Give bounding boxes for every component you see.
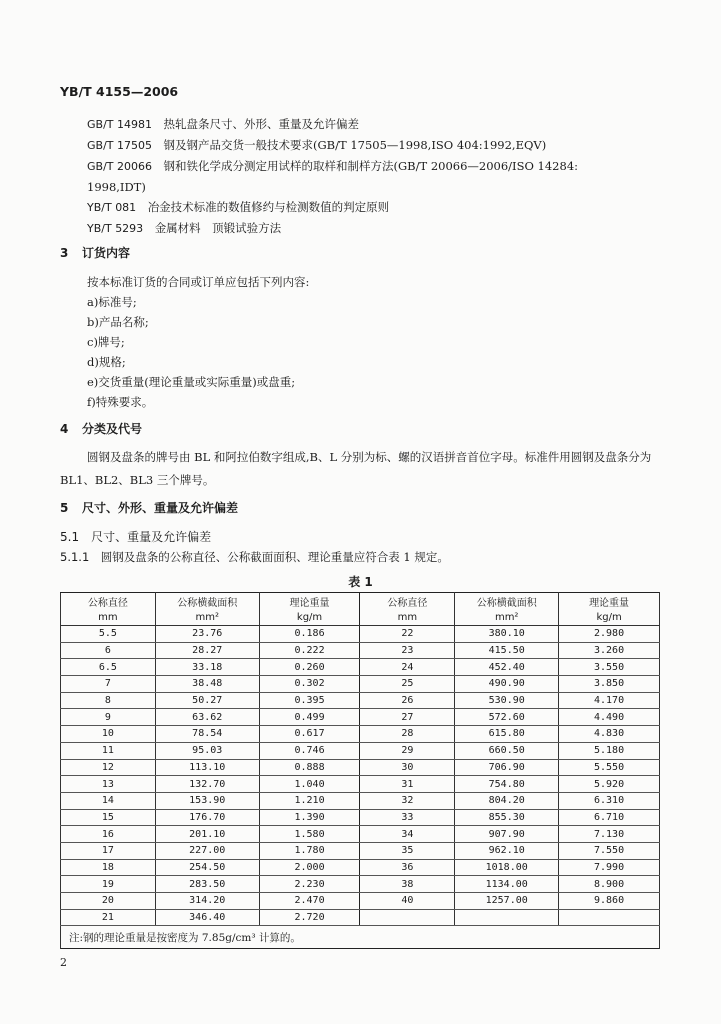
table-row [61, 776, 660, 793]
table-cell: 23 [360, 642, 455, 659]
section-number: 3 [60, 246, 69, 260]
unit-header: mm² [455, 610, 559, 626]
table-cell: 12 [61, 759, 156, 776]
table-cell: 0.746 [259, 742, 360, 759]
table-cell: 7 [61, 676, 156, 693]
column-header: 公称横截面积 [155, 593, 259, 611]
table-cell: 415.50 [455, 642, 559, 659]
table-cell: 17 [61, 842, 156, 859]
table-cell: 2.470 [259, 893, 360, 910]
reference-code: YB/T 081 [87, 201, 137, 214]
table-cell: 4.490 [559, 709, 660, 726]
table-cell: 24 [360, 659, 455, 676]
table-cell: 14 [61, 792, 156, 809]
table-cell: 907.90 [455, 826, 559, 843]
table-cell: 16 [61, 826, 156, 843]
clause-number: 5.1.1 [60, 550, 90, 564]
table-cell: 1134.00 [455, 876, 559, 893]
reference-item [87, 218, 667, 239]
table-cell: 3.550 [559, 659, 660, 676]
section-heading-3 [60, 244, 130, 261]
table-cell: 0.260 [259, 659, 360, 676]
table-row [61, 692, 660, 709]
table-cell: 3.850 [559, 676, 660, 693]
table-unit-row [61, 610, 660, 626]
table-row [61, 842, 660, 859]
column-header: 理论重量 [559, 593, 660, 611]
table-cell: 21 [61, 909, 156, 926]
table-row [61, 909, 660, 926]
table-row [61, 809, 660, 826]
table-cell: 176.70 [155, 809, 259, 826]
table-row [61, 859, 660, 876]
table-cell: 6.5 [61, 659, 156, 676]
table-cell: 7.990 [559, 859, 660, 876]
table-cell: 29 [360, 742, 455, 759]
column-header: 理论重量 [259, 593, 360, 611]
order-item: a)标准号; [87, 295, 137, 309]
reference-title: 钢及钢产品交货一般技术要求(GB/T 17505—1998,ISO 404:1992,EQV) [163, 138, 547, 152]
table-cell: 36 [360, 859, 455, 876]
table-cell: 33 [360, 809, 455, 826]
table-cell: 2.720 [259, 909, 360, 926]
table-row [61, 626, 660, 643]
clause-text: 圆钢及盘条的公称直径、公称截面面积、理论重量应符合表 1 规定。 [100, 550, 449, 564]
table-cell: 95.03 [155, 742, 259, 759]
order-content-list [87, 272, 687, 412]
section-heading-4 [60, 420, 142, 437]
table-cell: 5.550 [559, 759, 660, 776]
table-row [61, 709, 660, 726]
table-cell: 0.302 [259, 676, 360, 693]
table-cell: 572.60 [455, 709, 559, 726]
table-cell: 314.20 [155, 893, 259, 910]
table-note: 注:钢的理论重量是按密度为 7.85g/cm³ 计算的。 [61, 926, 660, 949]
subsection-number: 5.1 [60, 530, 80, 544]
table-row [61, 893, 660, 910]
section-title: 订货内容 [82, 246, 131, 260]
section-number: 4 [60, 422, 69, 436]
unit-header: mm [61, 610, 156, 626]
table-cell: 18 [61, 859, 156, 876]
table-cell: 1.210 [259, 792, 360, 809]
table-cell: 7.550 [559, 842, 660, 859]
page-number: 2 [60, 956, 67, 969]
table-cell: 4.830 [559, 726, 660, 743]
table-cell: 530.90 [455, 692, 559, 709]
table-row [61, 676, 660, 693]
unit-header: kg/m [259, 610, 360, 626]
table-cell: 15 [61, 809, 156, 826]
table-cell: 19 [61, 876, 156, 893]
table-cell: 804.20 [455, 792, 559, 809]
table-cell: 660.50 [455, 742, 559, 759]
table-cell: 27 [360, 709, 455, 726]
table-cell: 490.90 [455, 676, 559, 693]
table-cell: 615.80 [455, 726, 559, 743]
table-cell: 6.710 [559, 809, 660, 826]
table-cell: 380.10 [455, 626, 559, 643]
reference-title: 热轧盘条尺寸、外形、重量及允许偏差 [163, 117, 359, 131]
table-cell: 962.10 [455, 842, 559, 859]
table-cell: 28 [360, 726, 455, 743]
table-cell: 1.780 [259, 842, 360, 859]
table-cell: 40 [360, 893, 455, 910]
reference-item [87, 197, 667, 218]
table-1 [60, 592, 660, 949]
reference-code: GB/T 20066 [87, 160, 152, 173]
table-cell: 26 [360, 692, 455, 709]
table-cell: 0.617 [259, 726, 360, 743]
table-cell: 22 [360, 626, 455, 643]
table-cell: 25 [360, 676, 455, 693]
table-cell: 452.40 [455, 659, 559, 676]
table-cell: 153.90 [155, 792, 259, 809]
order-item: d)规格; [87, 355, 126, 369]
table-cell: 4.170 [559, 692, 660, 709]
table-cell: 9.860 [559, 893, 660, 910]
table-cell: 7.130 [559, 826, 660, 843]
table-cell: 0.888 [259, 759, 360, 776]
table-row [61, 642, 660, 659]
reference-item [87, 156, 667, 177]
reference-title: 钢和铁化学成分测定用试样的取样和制样方法(GB/T 20066—2006/ISO 14284: [163, 159, 579, 173]
normative-references [87, 114, 667, 239]
table-cell: 6.310 [559, 792, 660, 809]
table-cell: 35 [360, 842, 455, 859]
section-heading-5 [60, 499, 238, 516]
table-cell: 0.499 [259, 709, 360, 726]
order-intro: 按本标准订货的合同或订单应包括下列内容: [87, 275, 310, 289]
table-cell: 227.00 [155, 842, 259, 859]
table-cell: 78.54 [155, 726, 259, 743]
subsection-title: 尺寸、重量及允许偏差 [91, 530, 212, 544]
table-cell [455, 909, 559, 926]
subsection-heading-5-1 [60, 528, 211, 545]
reference-item [87, 114, 667, 135]
table-cell: 706.90 [455, 759, 559, 776]
table-cell: 132.70 [155, 776, 259, 793]
table-note-row [61, 926, 660, 949]
table-row [61, 726, 660, 743]
table-row [61, 759, 660, 776]
table-cell: 10 [61, 726, 156, 743]
table-cell: 38.48 [155, 676, 259, 693]
table-cell: 1.040 [259, 776, 360, 793]
table-cell: 0.222 [259, 642, 360, 659]
table-cell: 63.62 [155, 709, 259, 726]
table-cell: 855.30 [455, 809, 559, 826]
reference-item [87, 135, 667, 156]
section-title: 尺寸、外形、重量及允许偏差 [82, 501, 239, 515]
reference-continuation: 1998,IDT) [87, 180, 146, 194]
table-cell: 3.260 [559, 642, 660, 659]
order-item: f)特殊要求。 [87, 395, 154, 409]
table-cell: 0.186 [259, 626, 360, 643]
table-cell: 20 [61, 893, 156, 910]
unit-header: kg/m [559, 610, 660, 626]
table-cell: 2.230 [259, 876, 360, 893]
column-header: 公称直径 [61, 593, 156, 611]
table-cell: 346.40 [155, 909, 259, 926]
table-cell: 6 [61, 642, 156, 659]
reference-title: 冶金技术标准的数值修约与检测数值的判定原则 [147, 200, 390, 214]
table-row [61, 742, 660, 759]
table-cell: 9 [61, 709, 156, 726]
unit-header: mm² [155, 610, 259, 626]
table-cell: 754.80 [455, 776, 559, 793]
unit-header: mm [360, 610, 455, 626]
document-code-header: YB/T 4155—2006 [60, 84, 179, 99]
reference-code: YB/T 5293 [87, 222, 144, 235]
table-cell: 201.10 [155, 826, 259, 843]
order-item: c)牌号; [87, 335, 125, 349]
table-cell: 5.180 [559, 742, 660, 759]
order-item: b)产品名称; [87, 315, 149, 329]
table-cell: 50.27 [155, 692, 259, 709]
order-item: e)交货重量(理论重量或实际重量)或盘重; [87, 375, 296, 389]
table-cell: 33.18 [155, 659, 259, 676]
table-cell: 0.395 [259, 692, 360, 709]
table-cell: 283.50 [155, 876, 259, 893]
section-title: 分类及代号 [82, 422, 143, 436]
table-cell: 30 [360, 759, 455, 776]
table-cell [559, 909, 660, 926]
table-cell: 1257.00 [455, 893, 559, 910]
table-cell: 8 [61, 692, 156, 709]
reference-code: GB/T 17505 [87, 139, 152, 152]
column-header: 公称横截面积 [455, 593, 559, 611]
table-cell: 11 [61, 742, 156, 759]
table-cell: 254.50 [155, 859, 259, 876]
clause-5-1-1 [60, 549, 449, 565]
section-number: 5 [60, 501, 69, 515]
table-cell: 28.27 [155, 642, 259, 659]
table-cell: 5.920 [559, 776, 660, 793]
table-cell: 8.900 [559, 876, 660, 893]
table-caption: 表 1 [348, 575, 373, 589]
table-cell: 1.390 [259, 809, 360, 826]
table-row [61, 659, 660, 676]
column-header: 公称直径 [360, 593, 455, 611]
table-cell: 34 [360, 826, 455, 843]
table-row [61, 876, 660, 893]
table-cell: 2.000 [259, 859, 360, 876]
table-row [61, 826, 660, 843]
table-cell: 23.76 [155, 626, 259, 643]
table-cell: 1018.00 [455, 859, 559, 876]
reference-code: GB/T 14981 [87, 118, 152, 131]
reference-title: 金属材料 顶锻试验方法 [154, 221, 282, 235]
table-cell: 1.580 [259, 826, 360, 843]
table-row [61, 792, 660, 809]
table-cell: 2.980 [559, 626, 660, 643]
table-cell: 113.10 [155, 759, 259, 776]
table-cell: 5.5 [61, 626, 156, 643]
table-cell [360, 909, 455, 926]
table-cell: 13 [61, 776, 156, 793]
table-header-row [61, 593, 660, 611]
classification-paragraph: 圆钢及盘条的牌号由 BL 和阿拉伯数字组成,B、L 分别为标、螺的汉语拼音首位字母。标准件用圆钢及盘条分为 BL1、BL2、BL3 三个牌号。 [60, 450, 652, 487]
table-cell: 31 [360, 776, 455, 793]
table-cell: 32 [360, 792, 455, 809]
table-cell: 38 [360, 876, 455, 893]
